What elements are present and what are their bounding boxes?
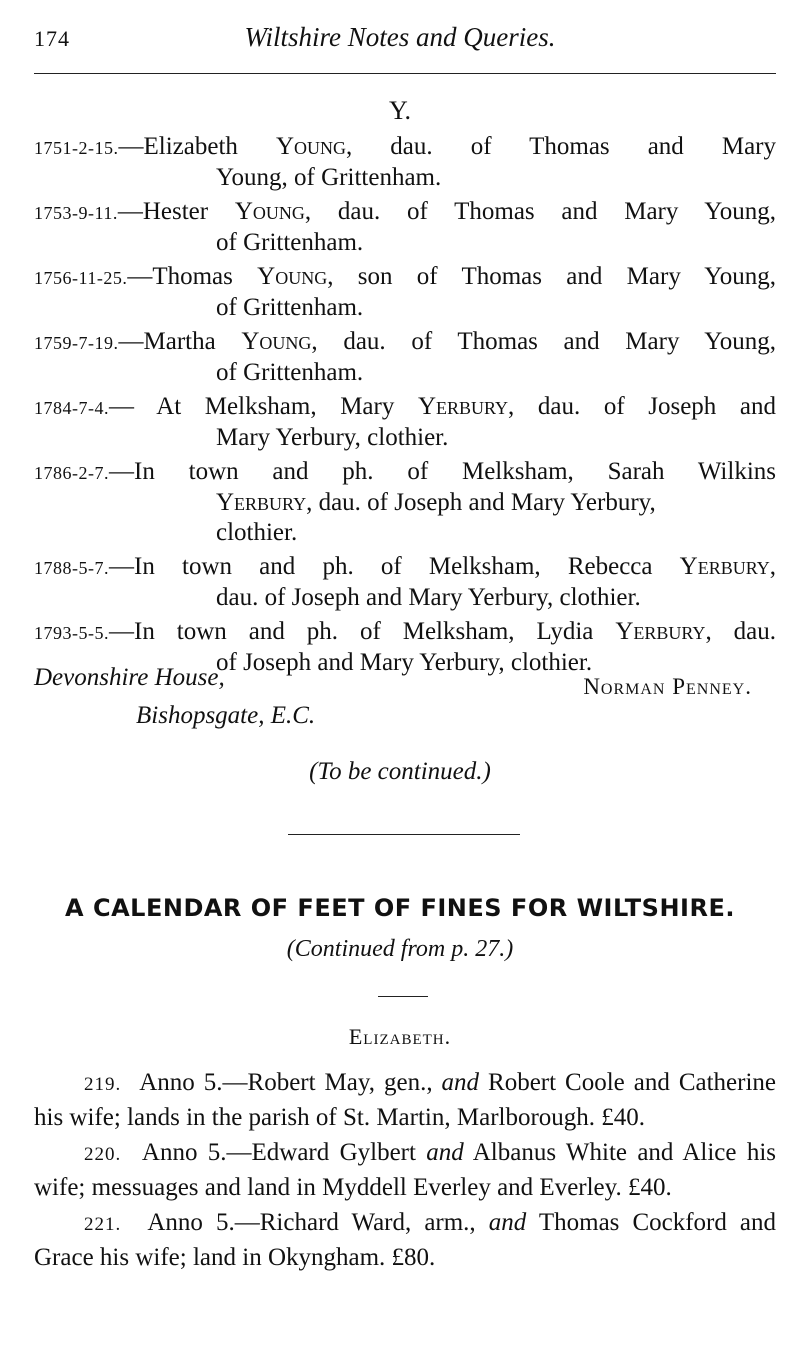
article-title: A CALENDAR OF FEET OF FINES FOR WILTSHIRE. bbox=[65, 894, 735, 922]
to-be-continued: (To be continued.) bbox=[309, 758, 491, 785]
entry-list bbox=[34, 132, 776, 682]
page-number: 174 bbox=[34, 26, 70, 51]
running-title: Wiltshire Notes and Queries. bbox=[244, 22, 556, 52]
author-name: Norman Penney. bbox=[583, 674, 752, 699]
list-item: 1788-5-7.—In town and ph. of Melksham, Rebecca Yerbury, dau. of Joseph and Mary Yerbury, clothier. bbox=[34, 553, 776, 611]
reign-heading: Elizabeth. bbox=[348, 1024, 452, 1049]
list-item: 219. Anno 5.—Robert May, gen., and Robert Coole and Catherine his wife; lands in the parish of St. Martin, Marlborough. £40. bbox=[34, 1069, 777, 1131]
section-divider bbox=[288, 834, 520, 835]
list-item: 1756-11-25.—Thomas Young, son of Thomas and Mary Young, of Grittenham. bbox=[34, 263, 777, 321]
address-line-1: Devonshire House, bbox=[34, 664, 225, 691]
list-item: 1786-2-7.—In town and ph. of Melksham, Sarah Wilkins Yerbury, dau. of Joseph and Mary Yerbury, clothier. bbox=[34, 458, 776, 546]
list-item: 221. Anno 5.—Richard Ward, arm., and Thomas Cockford and Grace his wife; land in Okyngham. £80. bbox=[34, 1209, 777, 1271]
list-item: 1784-7-4.— At Melksham, Mary Yerbury, dau. of Joseph and Mary Yerbury, clothier. bbox=[34, 393, 776, 451]
section-letter: Y. bbox=[389, 96, 411, 125]
header-rule bbox=[34, 73, 776, 74]
fines-list bbox=[34, 1066, 776, 1276]
address-line-2: Bishopsgate, E.C. bbox=[136, 702, 316, 729]
list-item: 220. Anno 5.—Edward Gylbert and Albanus White and Alice his wife; messuages and land in Myddell Everley and Everley. £40. bbox=[34, 1139, 776, 1201]
list-item: 1751-2-15.—Elizabeth Young, dau. of Thomas and Mary Young, of Grittenham. bbox=[34, 133, 776, 191]
list-item: 1753-9-11.—Hester Young, dau. of Thomas and Mary Young, of Grittenham. bbox=[34, 198, 776, 256]
list-item: 1759-7-19.—Martha Young, dau. of Thomas and Mary Young, of Grittenham. bbox=[34, 328, 776, 386]
list-item: 1793-5-5.—In town and ph. of Melksham, Lydia Yerbury, dau. of Joseph and Mary Yerbury, clothier. bbox=[34, 618, 776, 676]
article-subtitle: (Continued from p. 27.) bbox=[286, 936, 514, 962]
short-divider bbox=[378, 996, 428, 997]
